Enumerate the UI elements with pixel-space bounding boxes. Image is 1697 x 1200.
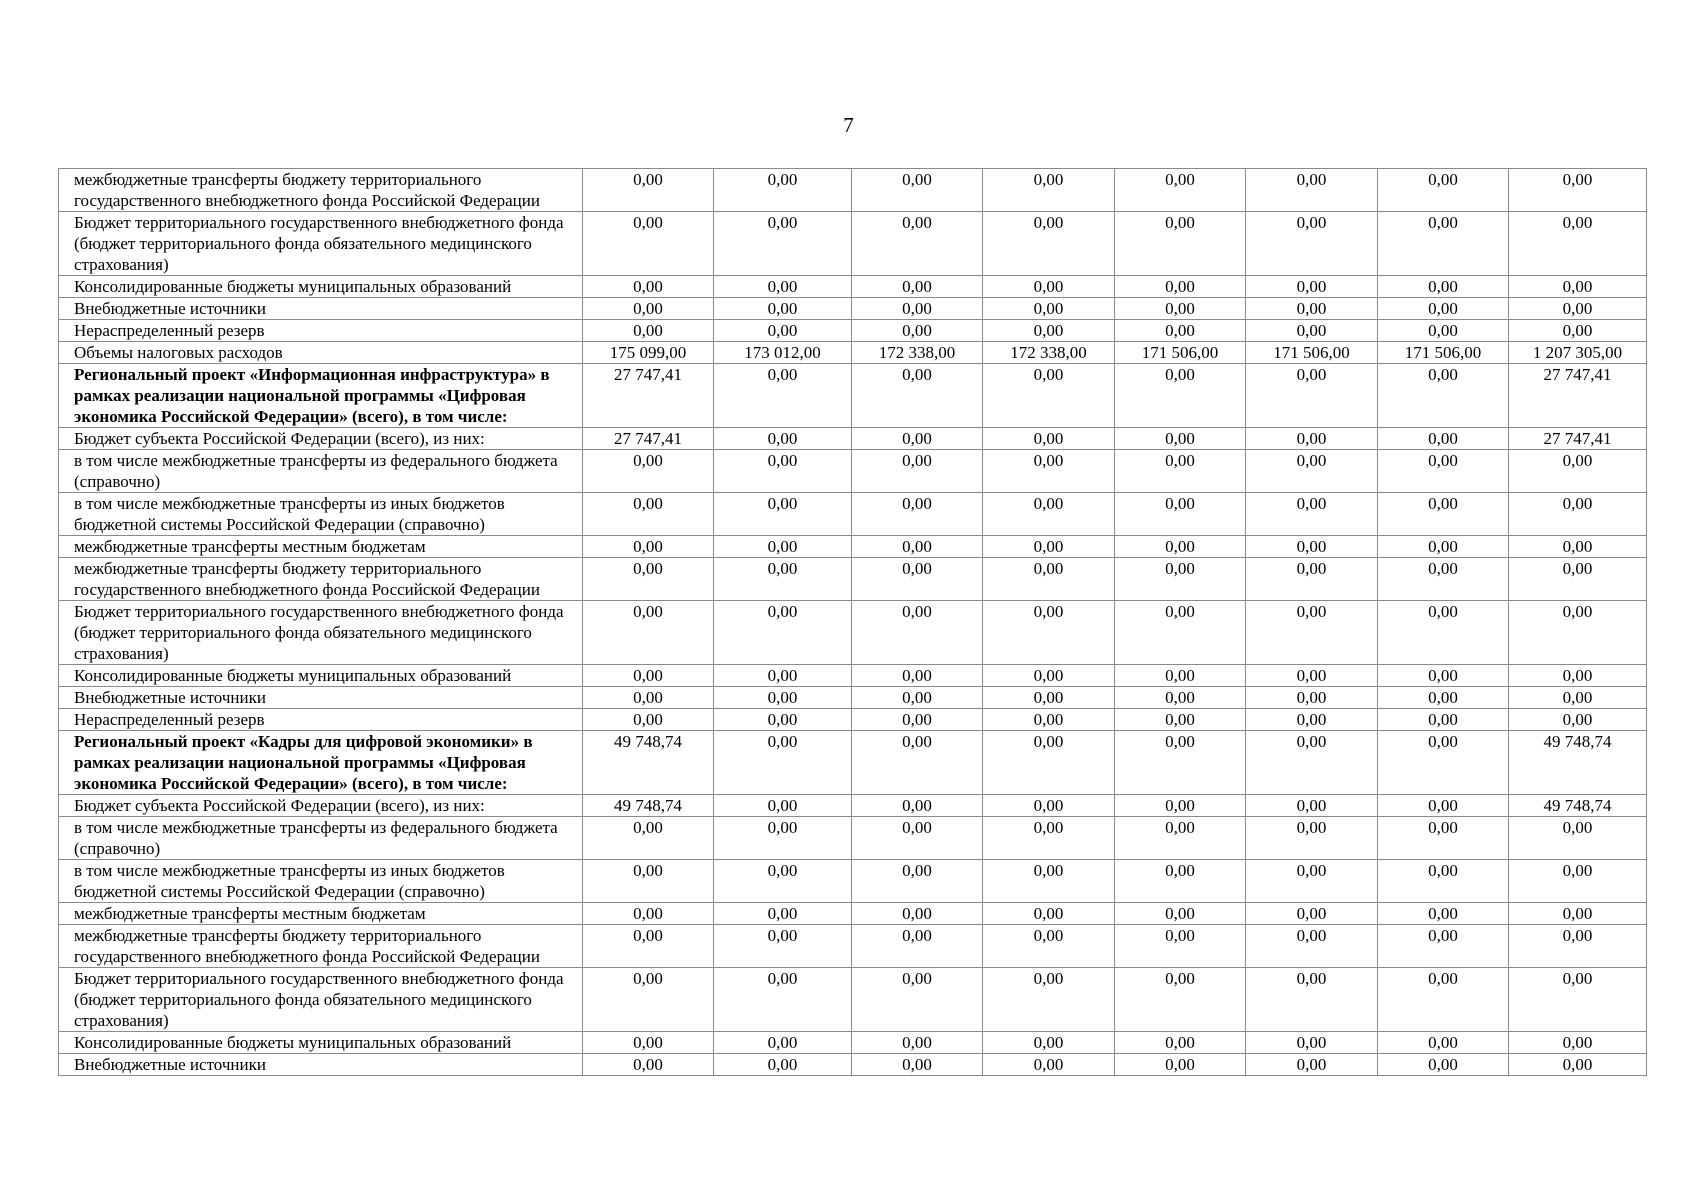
row-value: 0,00 [1115,665,1246,687]
row-value: 0,00 [1378,536,1509,558]
row-value: 0,00 [1378,687,1509,709]
row-value: 0,00 [714,276,852,298]
row-value: 0,00 [1115,709,1246,731]
table-row [59,709,1647,731]
row-label: Бюджет территориального государственного внебюджетного фонда (бюджет территориального фонда обязательного медицинского страхования) [59,601,583,665]
row-value: 0,00 [1378,795,1509,817]
row-label: Внебюджетные источники [59,1054,583,1076]
row-value: 0,00 [1115,925,1246,968]
row-label: Консолидированные бюджеты муниципальных образований [59,665,583,687]
row-label: Бюджет территориального государственного внебюджетного фонда (бюджет территориального фонда обязательного медицинского страхования) [59,968,583,1032]
row-value: 0,00 [1509,665,1647,687]
row-label: Бюджет субъекта Российской Федерации (всего), из них: [59,795,583,817]
row-value: 0,00 [852,536,983,558]
row-value: 0,00 [852,298,983,320]
row-value: 172 338,00 [852,342,983,364]
row-value: 0,00 [983,925,1115,968]
row-value: 0,00 [583,860,714,903]
row-label: Внебюджетные источники [59,687,583,709]
row-value: 0,00 [1246,687,1378,709]
row-value: 0,00 [1246,795,1378,817]
row-value: 0,00 [1115,364,1246,428]
row-value: 0,00 [1246,493,1378,536]
row-value: 0,00 [983,536,1115,558]
row-value: 0,00 [714,493,852,536]
row-value: 0,00 [983,903,1115,925]
row-value: 0,00 [1509,1032,1647,1054]
row-value: 0,00 [1246,925,1378,968]
row-value: 0,00 [583,601,714,665]
row-value: 49 748,74 [583,731,714,795]
row-label: Консолидированные бюджеты муниципальных образований [59,1032,583,1054]
row-value: 0,00 [852,276,983,298]
row-value: 0,00 [983,687,1115,709]
row-label: в том числе межбюджетные трансферты из иных бюджетов бюджетной системы Российской Федерации (справочно) [59,860,583,903]
row-value: 0,00 [583,903,714,925]
row-value: 0,00 [852,731,983,795]
row-value: 0,00 [714,1032,852,1054]
row-value: 0,00 [1115,493,1246,536]
row-label: Консолидированные бюджеты муниципальных образований [59,276,583,298]
row-value: 0,00 [714,320,852,342]
row-label: межбюджетные трансферты местным бюджетам [59,536,583,558]
row-value: 0,00 [1246,558,1378,601]
row-value: 0,00 [852,903,983,925]
row-value: 0,00 [1378,731,1509,795]
row-label: межбюджетные трансферты бюджету территориального государственного внебюджетного фонда Российской Федерации [59,169,583,212]
row-value: 0,00 [983,665,1115,687]
row-value: 0,00 [583,709,714,731]
row-value: 0,00 [583,558,714,601]
row-value: 0,00 [983,709,1115,731]
row-value: 0,00 [1509,212,1647,276]
row-value: 49 748,74 [583,795,714,817]
row-value: 0,00 [852,493,983,536]
row-value: 0,00 [852,601,983,665]
row-value: 0,00 [714,298,852,320]
row-value: 0,00 [1246,320,1378,342]
row-value: 0,00 [1378,558,1509,601]
row-value: 0,00 [852,665,983,687]
row-value: 0,00 [1509,450,1647,493]
row-value: 0,00 [1509,1054,1647,1076]
table-row [59,320,1647,342]
row-label: Бюджет территориального государственного внебюджетного фонда (бюджет территориального фонда обязательного медицинского страхования) [59,212,583,276]
row-value: 0,00 [714,795,852,817]
row-value: 0,00 [714,212,852,276]
row-value: 0,00 [983,364,1115,428]
row-value: 0,00 [583,925,714,968]
row-value: 0,00 [583,817,714,860]
row-value: 0,00 [983,795,1115,817]
row-value: 0,00 [1115,450,1246,493]
table-row [59,169,1647,212]
row-value: 0,00 [1115,731,1246,795]
row-value: 0,00 [983,450,1115,493]
row-value: 0,00 [1378,493,1509,536]
row-value: 0,00 [852,450,983,493]
row-value: 0,00 [1378,428,1509,450]
row-value: 0,00 [1378,709,1509,731]
table-row [59,536,1647,558]
row-value: 0,00 [852,687,983,709]
row-value: 0,00 [1246,601,1378,665]
row-value: 0,00 [983,493,1115,536]
table-row [59,342,1647,364]
row-value: 0,00 [1115,536,1246,558]
row-value: 0,00 [1115,169,1246,212]
table-row [59,687,1647,709]
row-value: 1 207 305,00 [1509,342,1647,364]
row-value: 0,00 [1509,968,1647,1032]
row-value: 0,00 [1246,169,1378,212]
row-value: 0,00 [1378,364,1509,428]
row-value: 0,00 [714,536,852,558]
table-row [59,493,1647,536]
row-value: 49 748,74 [1509,731,1647,795]
row-value: 0,00 [852,558,983,601]
row-value: 0,00 [1378,276,1509,298]
row-value: 0,00 [714,968,852,1032]
row-value: 0,00 [714,1054,852,1076]
row-value: 0,00 [1509,536,1647,558]
row-value: 0,00 [714,601,852,665]
row-value: 0,00 [1246,450,1378,493]
row-value: 0,00 [714,428,852,450]
row-value: 0,00 [852,795,983,817]
row-value: 0,00 [1378,817,1509,860]
row-value: 0,00 [983,1032,1115,1054]
table-row [59,1032,1647,1054]
row-value: 171 506,00 [1115,342,1246,364]
row-value: 0,00 [983,298,1115,320]
row-value: 0,00 [1115,320,1246,342]
row-value: 0,00 [1115,817,1246,860]
row-value: 0,00 [1246,298,1378,320]
table-body [59,169,1647,1076]
row-value: 0,00 [983,731,1115,795]
table-row [59,1054,1647,1076]
row-value: 0,00 [1115,860,1246,903]
row-value: 0,00 [1378,1032,1509,1054]
row-value: 0,00 [1509,320,1647,342]
row-value: 0,00 [1246,709,1378,731]
row-value: 0,00 [983,860,1115,903]
row-value: 0,00 [1509,601,1647,665]
row-value: 0,00 [583,320,714,342]
row-value: 0,00 [1378,320,1509,342]
row-value: 0,00 [852,320,983,342]
row-value: 0,00 [1378,450,1509,493]
row-value: 0,00 [583,212,714,276]
row-value: 0,00 [1378,860,1509,903]
table-row [59,731,1647,795]
row-value: 0,00 [852,968,983,1032]
table-row [59,450,1647,493]
row-value: 172 338,00 [983,342,1115,364]
row-value: 0,00 [1378,601,1509,665]
row-label: Внебюджетные источники [59,298,583,320]
row-value: 0,00 [1115,212,1246,276]
row-value: 0,00 [583,665,714,687]
table-row [59,665,1647,687]
row-value: 0,00 [1378,925,1509,968]
row-value: 0,00 [1246,860,1378,903]
row-value: 171 506,00 [1378,342,1509,364]
row-value: 49 748,74 [1509,795,1647,817]
row-value: 0,00 [714,817,852,860]
table-row [59,860,1647,903]
row-value: 0,00 [583,276,714,298]
budget-table [58,168,1647,1076]
row-value: 0,00 [1115,276,1246,298]
row-value: 0,00 [1378,968,1509,1032]
row-value: 0,00 [1378,665,1509,687]
row-value: 27 747,41 [583,364,714,428]
row-value: 0,00 [1509,925,1647,968]
row-value: 0,00 [852,709,983,731]
row-label: Нераспределенный резерв [59,320,583,342]
row-value: 0,00 [1509,298,1647,320]
row-value: 0,00 [1378,169,1509,212]
row-value: 0,00 [1246,536,1378,558]
row-value: 0,00 [1115,795,1246,817]
row-value: 0,00 [583,687,714,709]
row-value: 0,00 [1509,817,1647,860]
row-value: 0,00 [1115,687,1246,709]
table-row [59,212,1647,276]
row-value: 0,00 [1115,558,1246,601]
row-value: 0,00 [714,731,852,795]
row-value: 0,00 [1378,903,1509,925]
row-value: 0,00 [583,1032,714,1054]
row-value: 0,00 [852,1054,983,1076]
row-value: 0,00 [1509,903,1647,925]
row-value: 0,00 [983,968,1115,1032]
row-value: 0,00 [1115,428,1246,450]
row-value: 0,00 [1509,276,1647,298]
table-row [59,276,1647,298]
row-value: 27 747,41 [1509,364,1647,428]
row-value: 0,00 [852,1032,983,1054]
row-label: межбюджетные трансферты бюджету территориального государственного внебюджетного фонда Российской Федерации [59,558,583,601]
row-value: 0,00 [714,169,852,212]
row-value: 0,00 [1509,687,1647,709]
table-row [59,428,1647,450]
table-row [59,601,1647,665]
row-label: в том числе межбюджетные трансферты из федерального бюджета (справочно) [59,450,583,493]
row-value: 0,00 [852,925,983,968]
row-value: 0,00 [1115,968,1246,1032]
row-value: 0,00 [1246,276,1378,298]
row-label: в том числе межбюджетные трансферты из федерального бюджета (справочно) [59,817,583,860]
row-value: 0,00 [1509,169,1647,212]
row-value: 0,00 [983,1054,1115,1076]
row-value: 0,00 [983,817,1115,860]
table-row [59,558,1647,601]
row-label: Объемы налоговых расходов [59,342,583,364]
table-row [59,817,1647,860]
table-row [59,795,1647,817]
row-value: 171 506,00 [1246,342,1378,364]
row-value: 0,00 [852,364,983,428]
row-value: 0,00 [714,925,852,968]
row-value: 0,00 [714,860,852,903]
row-value: 0,00 [1509,860,1647,903]
row-value: 0,00 [1509,558,1647,601]
row-value: 0,00 [714,450,852,493]
row-value: 27 747,41 [583,428,714,450]
row-value: 0,00 [1246,364,1378,428]
row-value: 0,00 [583,968,714,1032]
row-value: 0,00 [983,320,1115,342]
row-value: 0,00 [1246,1032,1378,1054]
row-value: 0,00 [852,212,983,276]
row-label: межбюджетные трансферты местным бюджетам [59,903,583,925]
row-value: 0,00 [983,601,1115,665]
row-value: 0,00 [1509,709,1647,731]
row-value: 0,00 [983,558,1115,601]
row-label: в том числе межбюджетные трансферты из иных бюджетов бюджетной системы Российской Федерации (справочно) [59,493,583,536]
row-value: 0,00 [714,687,852,709]
row-value: 0,00 [1246,817,1378,860]
row-value: 0,00 [583,169,714,212]
row-value: 0,00 [1115,601,1246,665]
row-label: межбюджетные трансферты бюджету территориального государственного внебюджетного фонда Российской Федерации [59,925,583,968]
row-value: 0,00 [852,169,983,212]
row-value: 0,00 [1246,1054,1378,1076]
row-value: 0,00 [583,493,714,536]
row-value: 0,00 [852,860,983,903]
row-value: 0,00 [1115,1032,1246,1054]
row-label: Бюджет субъекта Российской Федерации (всего), из них: [59,428,583,450]
page-number: 7 [843,113,854,137]
row-value: 0,00 [583,298,714,320]
row-value: 175 099,00 [583,342,714,364]
row-label: Региональный проект «Информационная инфраструктура» в рамках реализации национальной программы «Цифровая экономика Российской Федерации» (всего), в том числе: [59,364,583,428]
row-value: 0,00 [983,428,1115,450]
row-value: 0,00 [583,536,714,558]
row-value: 0,00 [1246,731,1378,795]
table-row [59,968,1647,1032]
row-value: 0,00 [852,817,983,860]
row-value: 0,00 [1378,212,1509,276]
row-value: 0,00 [714,558,852,601]
table-row [59,903,1647,925]
row-value: 0,00 [1115,298,1246,320]
row-value: 0,00 [983,212,1115,276]
table-row [59,925,1647,968]
row-value: 27 747,41 [1509,428,1647,450]
row-value: 0,00 [583,450,714,493]
row-value: 0,00 [583,1054,714,1076]
row-value: 173 012,00 [714,342,852,364]
row-value: 0,00 [1115,903,1246,925]
row-value: 0,00 [714,665,852,687]
row-value: 0,00 [852,428,983,450]
row-label: Нераспределенный резерв [59,709,583,731]
table-row [59,298,1647,320]
row-value: 0,00 [1246,903,1378,925]
row-value: 0,00 [983,169,1115,212]
row-value: 0,00 [714,364,852,428]
row-value: 0,00 [1246,212,1378,276]
row-value: 0,00 [1246,968,1378,1032]
row-value: 0,00 [714,709,852,731]
row-value: 0,00 [1246,665,1378,687]
row-value: 0,00 [983,276,1115,298]
table-row [59,364,1647,428]
row-value: 0,00 [1246,428,1378,450]
row-value: 0,00 [714,903,852,925]
row-value: 0,00 [1115,1054,1246,1076]
row-value: 0,00 [1509,493,1647,536]
row-value: 0,00 [1378,298,1509,320]
row-label: Региональный проект «Кадры для цифровой экономики» в рамках реализации национальной программы «Цифровая экономика Российской Федерации» (всего), в том числе: [59,731,583,795]
row-value: 0,00 [1378,1054,1509,1076]
